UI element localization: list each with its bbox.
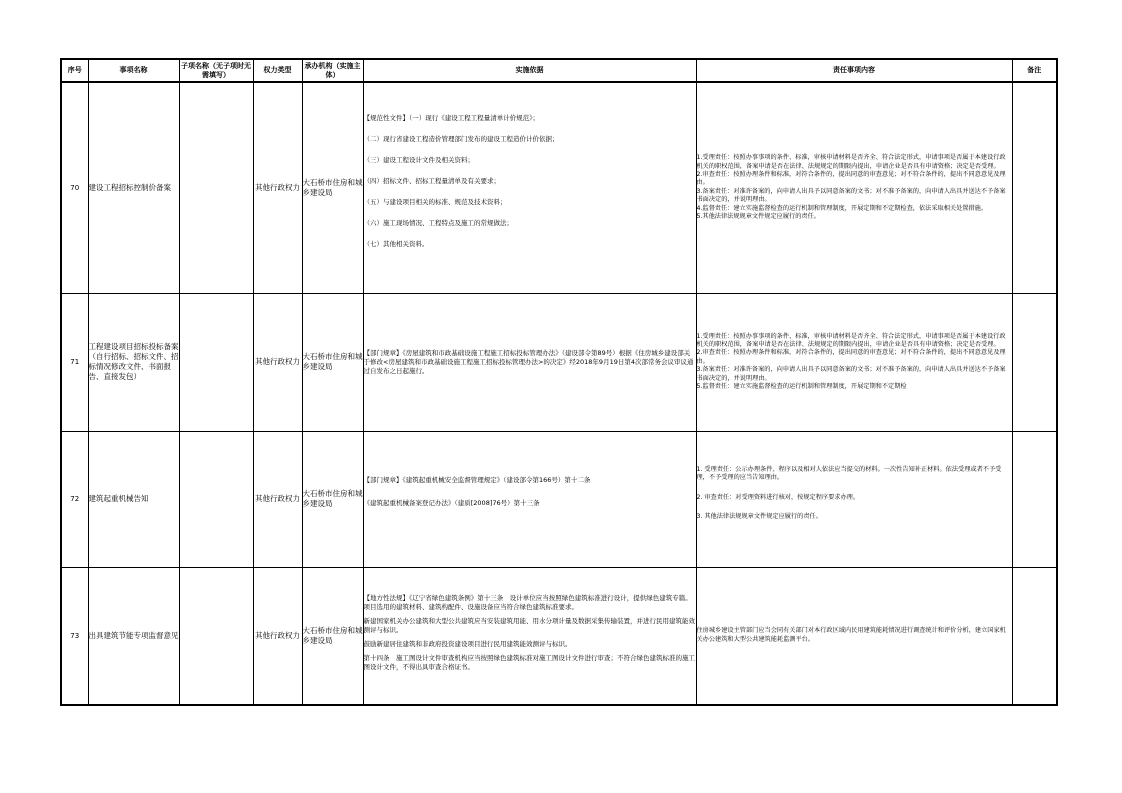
legal-basis [363,293,696,431]
remarks [1012,431,1057,567]
resp-paragraph: 1.受理责任：按照办事事项的条件、标准，审核申请材料是否齐全、符合法定形式，申请事项是否属于本建设行政机关的职权范围，备案申请是否在法律、法规规定的期限内提出，申请企业是否具有申请资格；决定是否受理。 [696,154,1006,170]
resp-paragraph: 住房城乡建设主管部门应当会同有关部门对本行政区域内民用建筑能耗情况进行调查统计和评价分析，建立国家机关办公建筑和大型公共建筑能耗监测平台。 [696,627,1006,643]
basis-paragraph: 《建筑起重机械备案登记办法》（建质[2008]76号）第十三条 [363,499,540,507]
table-row [61,293,1057,431]
organization: 大石桥市住房和城乡建设局 [302,82,363,293]
item-name: 建筑起重机械告知 [88,431,179,567]
basis-paragraph: 【规范性文件】（一）现行《建设工程工程量清单计价规范》； [363,114,539,123]
header-name: 事项名称 [88,59,179,82]
basis-paragraph: 【部门规章】《建筑起重机械安全监督管理规定》（建设部令第166号）第十二条 [363,476,591,484]
header-sub: 子项名称（无子项时无需填写） [179,59,253,82]
resp-paragraph: 3. 其他法律法规规章文件规定应履行的责任。 [696,512,822,520]
responsibility [696,431,1012,567]
permissions-table [60,58,1058,706]
power-type: 其他行政权力 [253,82,302,293]
responsibility [696,293,1012,431]
power-type: 其他行政权力 [253,431,302,567]
basis-paragraph: 【部门规章】《房屋建筑和市政基础设施工程施工招标投标管理办法》（建设部令第89号）根据《住房城乡建设部关于修改<房屋建筑和市政基础设施工程施工招标投标管理办法>的决定》经2018年9月19日第4次部常务会议审议通过自发布之日起施行。 [363,348,694,375]
basis-paragraph: （二）现行省建设工程造价管理部门发布的建设工程造价计价依据； [363,135,559,144]
resp-paragraph: 3.备案责任：对准许备案的，向申请人出具予以同意备案的文书；对不准予备案的，向申请人出具并送达不予备案书面决定的，并说明理由。 [696,366,1006,382]
row-number: 73 [61,567,88,705]
resp-paragraph: 3.备案责任：对准许备案的，向申请人出具予以同意备案的文书；对不准予备案的，向申请人出具并送达不予备案书面决定的，并说明理由。 [696,187,1006,204]
sub-item-name [179,293,253,431]
resp-paragraph: 2.审查责任：按照办理条件和标准，对符合条件的，提出同意的审查意见；对不符合条件的，提出不同意意见及理由。 [696,170,1006,187]
row-number: 71 [61,293,88,431]
basis-paragraph: 新建国家机关办公建筑和大型公共建筑应当安装建筑用能、用水分项计量及数据采集传输装置，并进行民用建筑能效测评与标识。 [363,617,695,635]
resp-paragraph: 5.监督责任：建立实施监督检查的运行机制和管理制度，开展定期和不定期检 [696,383,907,391]
power-type: 其他行政权力 [253,293,302,431]
remarks [1012,293,1057,431]
legal-basis [363,82,696,293]
remarks [1012,82,1057,293]
header-seq: 序号 [61,59,88,82]
organization: 大石桥市住房和城乡建设局 [302,293,363,431]
sub-item-name [179,431,253,567]
basis-paragraph: （三）建设工程设计文件及相关资料； [363,156,474,165]
row-number: 72 [61,431,88,567]
basis-paragraph: 鼓励新建居住建筑和非政府投资建设项目进行民用建筑能效测评与标识。 [363,640,572,649]
power-type: 其他行政权力 [253,567,302,705]
sub-item-name [179,567,253,705]
organization: 大石桥市住房和城乡建设局 [302,567,363,705]
basis-paragraph: （七）其他相关资料。 [363,240,429,249]
resp-paragraph: 5.其他法律法规规章文件规定应履行的责任。 [696,212,820,220]
table-row [61,431,1057,567]
table-row [61,82,1057,293]
table-row [61,567,1057,705]
basis-paragraph: 第十四条 施工图设计文件审查机构应当按照绿色建筑标准对施工图设计文件进行审查；不符合绿色建筑标准的施工图设计文件，不得出具审查合格证书。 [363,654,695,672]
row-number: 70 [61,82,88,293]
legal-basis [363,431,696,567]
legal-basis [363,567,696,705]
sub-item-name [179,82,253,293]
resp-paragraph: 4.监督责任：建立实施监督检查的运行机制和管理制度，开展定期和不定期检查，依法采取相关处置措施。 [696,204,988,212]
basis-paragraph: （四）招标文件、招标工程量清单及有关要求； [363,177,500,186]
header-org: 承办机构（实施主体） [302,59,363,82]
resp-paragraph: 2.审查责任：按照办理条件和标准，对符合条件的，提出同意的审查意见；对不符合条件的，提出不同意意见及理由。 [696,349,1006,365]
header-basis: 实施依据 [363,59,696,82]
responsibility [696,567,1012,705]
remarks [1012,567,1057,705]
header-type: 权力类型 [253,59,302,82]
basis-paragraph: （五）与建设项目相关的标准、规范及技术资料； [363,198,507,207]
item-name: 工程建设项目招标投标备案（自行招标、招标文件、招标情况修改文件、书面报告、直接发包） [88,293,179,431]
resp-paragraph: 1. 受理责任：公示办理条件、程序以及相对人依法应当提交的材料。一次性告知补正材料。依法受理或者不予受理，不予受理的应当告知理由。 [696,465,1002,482]
resp-paragraph: 1.受理责任：按照办事事项的条件、标准，审核申请材料是否齐全、符合法定形式，申请事项是否属于本建设行政机关的职权范围，备案申请是否在法律、法规规定的期限内提出，申请企业是否具有申请资格；决定是否受理。 [696,332,1006,348]
header-row [61,59,1057,82]
item-name: 出具建筑节能专项监督意见 [88,567,179,705]
organization: 大石桥市住房和城乡建设局 [302,431,363,567]
item-name: 建设工程招标控制价备案 [88,82,179,293]
resp-paragraph: 2. 审查责任：对受理资料进行核对，按规定程序要求办理。 [696,493,860,501]
header-note: 备注 [1012,59,1057,82]
responsibility [696,82,1012,293]
basis-paragraph: （六）施工现场情况、工程特点及施工的常规做法； [363,219,513,228]
header-resp: 责任事项内容 [696,59,1012,82]
basis-paragraph: 【地方性法规】《辽宁省绿色建筑条例》第十三条 设计单位应当按照绿色建筑标准进行设计，提供绿色建筑专篇。项目选用的建筑材料、建筑构配件、设施设备应当符合绿色建筑标准要求。 [363,594,692,612]
